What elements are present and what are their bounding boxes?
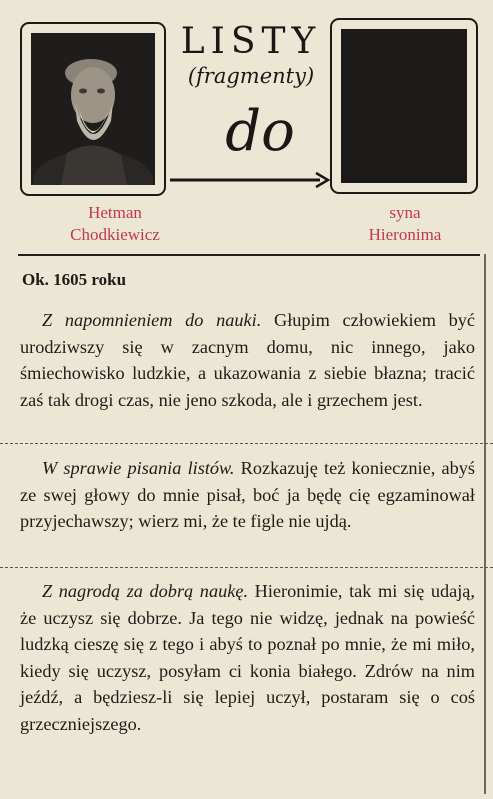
paragraph-2 [20, 455, 475, 535]
portrait-image [31, 33, 155, 185]
sender-caption-line2: Chodkiewicz [70, 225, 160, 244]
recipient-caption-line2: Hieronima [368, 225, 442, 244]
arrow-right-icon [170, 168, 330, 192]
title: LISTY [180, 21, 322, 62]
blank-portrait [341, 29, 467, 183]
sender-caption-line1: Hetman [88, 203, 142, 222]
sender-caption [60, 202, 170, 246]
portrait-frame-left [20, 22, 166, 196]
paragraph-1-heading: Z napomnieniem do nauki. [42, 310, 262, 330]
recipient-caption-line1: syna [389, 203, 421, 222]
paragraph-3 [20, 578, 475, 737]
column-border [484, 254, 486, 794]
paragraph-1 [20, 307, 475, 413]
connector-word: do [225, 99, 295, 164]
section-divider [0, 443, 493, 444]
portrait-illustration [31, 33, 155, 185]
paragraph-2-text: Rozkazuję też koniecznie, abyś ze swej głowy do mnie pisał, boć ja będę cię egzaminował przyjechawszy; wierz mi, że te figle nie ujdą. [20, 458, 475, 531]
letter-date: Ok. 1605 roku [22, 270, 127, 289]
portrait-frame-right [330, 18, 478, 194]
paragraph-3-text: Hieronimie, tak mi się udają, że uczysz się dobrze. Ja tego nie widzę, jednak na powieść ludzką cieszę się z tego i abyś to poznał po mnie, że mi miło, kiedy się uczysz, posyłam ci konia białego. Zdrów na nim jeźdź, a będziesz-li się lepiej uczył, postaram się o coś grzeczniejszego. [20, 581, 475, 734]
paragraph-3-heading: Z nagrodą za dobrą naukę. [42, 581, 249, 601]
section-divider [0, 567, 493, 568]
recipient-caption [340, 202, 470, 246]
paragraph-1-text: Głupim człowiekiem być urodziwszy się w zacnym domu, nic innego, jako śmiechowisko ludzkie, a ukazowania z siebie błazna; tracić zaś tak drogi czas, nie jeno szkoda, ale i grzechem jest. [20, 310, 475, 410]
paragraph-2-heading: W sprawie pisania listów. [42, 458, 235, 478]
header-divider [18, 254, 480, 256]
subtitle: (fragmenty) [187, 64, 315, 88]
